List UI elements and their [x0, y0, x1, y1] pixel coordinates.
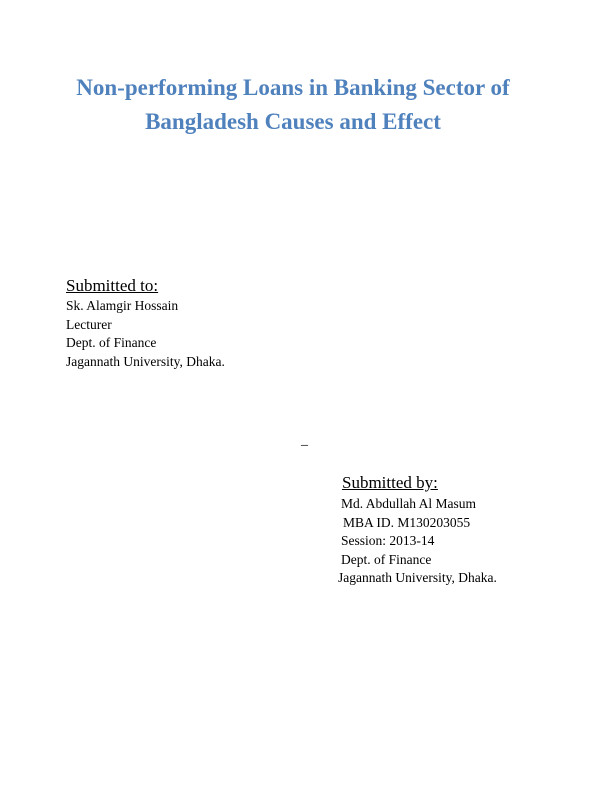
submitted-by-heading: Submitted by: [342, 473, 438, 492]
document-title [0, 71, 586, 139]
submitted-to-department: Dept. of Finance [66, 335, 157, 350]
submitted-by-id: MBA ID. M130203055 [343, 515, 471, 530]
submitted-by-name: Md. Abdullah Al Masum [341, 496, 477, 511]
submitted-to-designation: Lecturer [66, 317, 112, 332]
submitted-by-session: Session: 2013-14 [341, 533, 435, 548]
submitted-to-heading: Submitted to: [66, 276, 159, 295]
title-line-2: Bangladesh Causes and Effect [145, 109, 441, 134]
submitted-by-university: Jagannath University, Dhaka. [338, 570, 497, 585]
separator-mark: _ [301, 433, 308, 448]
submitted-by-department: Dept. of Finance [341, 552, 432, 567]
submitted-to-name: Sk. Alamgir Hossain [66, 298, 179, 313]
submitted-to-university: Jagannath University, Dhaka. [66, 354, 225, 369]
title-line-1: Non-performing Loans in Banking Sector of [76, 75, 510, 100]
